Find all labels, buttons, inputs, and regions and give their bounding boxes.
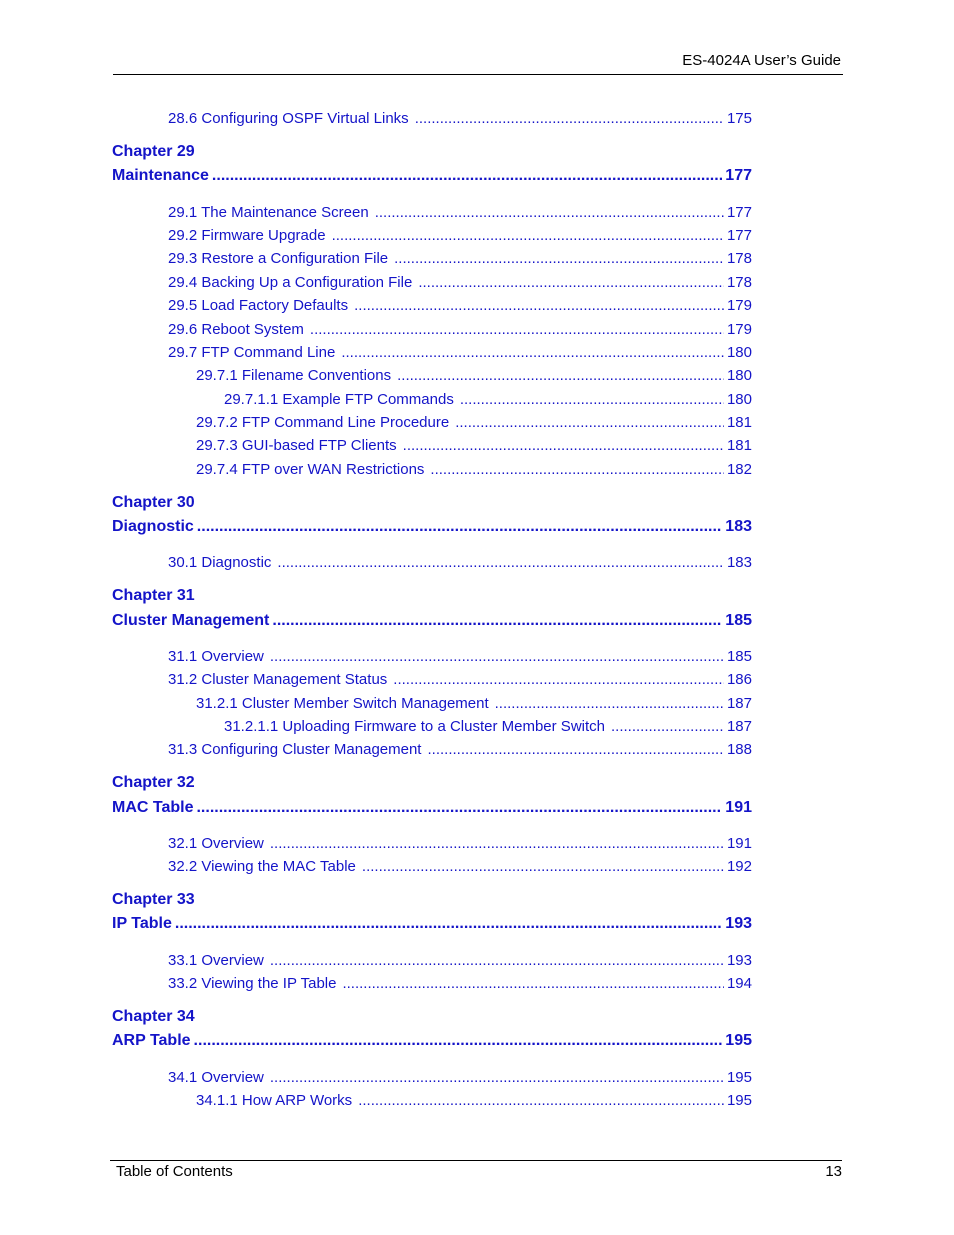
toc-entry-label: 29.7.1 Filename Conventions — [196, 367, 392, 384]
toc-entry-page: 186 — [726, 671, 752, 688]
toc-entry-label: 31.2.1.1 Uploading Firmware to a Cluster Member Switch — [224, 718, 605, 735]
dot-leader — [418, 274, 724, 291]
toc-entry-label: 31.1 Overview — [168, 648, 264, 665]
toc-entry[interactable] — [168, 247, 752, 267]
toc-entry-page: 195 — [726, 1069, 752, 1086]
dot-leader — [194, 1032, 723, 1050]
page-number: 13 — [825, 1163, 842, 1180]
dot-leader — [332, 227, 724, 244]
toc-entry-label: 34.1 Overview — [168, 1069, 264, 1086]
toc-entry[interactable] — [168, 972, 752, 992]
toc-entry[interactable] — [168, 551, 752, 571]
chapter-number[interactable]: Chapter 33 — [112, 891, 195, 908]
dot-leader — [611, 718, 724, 735]
dot-leader — [310, 321, 724, 338]
toc-entry-label: 29.1 The Maintenance Screen — [168, 204, 369, 221]
toc-entry-page: 187 — [726, 718, 752, 735]
dot-leader — [460, 391, 724, 408]
toc-entry-page: 193 — [726, 952, 752, 969]
dot-leader — [427, 741, 723, 758]
toc-entry[interactable] — [168, 855, 752, 875]
toc-entry-label: 29.7.4 FTP over WAN Restrictions — [196, 461, 425, 478]
toc-entry-page: 195 — [726, 1092, 752, 1109]
dot-leader — [397, 367, 724, 384]
dot-leader — [354, 297, 724, 314]
toc-entry[interactable] — [196, 364, 752, 384]
toc-entry-page: 179 — [726, 297, 752, 314]
toc-entry-label: 29.7.3 GUI-based FTP Clients — [196, 437, 397, 454]
toc-entry-page: 181 — [726, 414, 752, 431]
toc-entry-label: 32.1 Overview — [168, 835, 264, 852]
chapter-number[interactable]: Chapter 34 — [112, 1008, 195, 1025]
toc-entry-page: 177 — [726, 204, 752, 221]
toc-entry-page: 177 — [726, 227, 752, 244]
toc-entry-page: 188 — [726, 741, 752, 758]
toc-entry-label: 30.1 Diagnostic — [168, 554, 272, 571]
toc-entry-label: 29.7 FTP Command Line — [168, 344, 336, 361]
toc-entry[interactable] — [196, 411, 752, 431]
toc-entry-label: 34.1.1 How ARP Works — [196, 1092, 353, 1109]
toc-entry[interactable] — [224, 715, 752, 735]
toc-entry[interactable] — [168, 271, 752, 291]
chapter-entry[interactable] — [112, 795, 752, 817]
chapter-entry[interactable] — [112, 1028, 752, 1050]
dot-leader — [341, 344, 724, 361]
toc-entry-label: 33.2 Viewing the IP Table — [168, 975, 337, 992]
chapter-page: 193 — [725, 915, 752, 932]
dot-leader — [196, 799, 722, 817]
toc-entry[interactable] — [168, 949, 752, 969]
dot-leader — [393, 671, 724, 688]
dot-leader — [270, 648, 724, 665]
toc-entry-label: 31.3 Configuring Cluster Management — [168, 741, 422, 758]
chapter-page: 177 — [725, 167, 752, 184]
toc-entry-label: 28.6 Configuring OSPF Virtual Links — [168, 110, 409, 127]
toc-entry[interactable] — [196, 434, 752, 454]
toc-entry-page: 181 — [726, 437, 752, 454]
chapter-number[interactable]: Chapter 30 — [112, 494, 195, 511]
chapter-page: 185 — [725, 612, 752, 629]
toc-entry-label: 29.7.1.1 Example FTP Commands — [224, 391, 454, 408]
dot-leader — [362, 858, 724, 875]
chapter-title: IP Table — [112, 915, 172, 932]
toc-entry-page: 182 — [726, 461, 752, 478]
chapter-title: Maintenance — [112, 167, 209, 184]
chapter-page: 191 — [725, 799, 752, 816]
dot-leader — [415, 110, 724, 127]
toc-entry[interactable] — [224, 388, 752, 408]
toc-entry-page: 185 — [726, 648, 752, 665]
dot-leader — [430, 461, 724, 478]
toc-entry-page: 194 — [726, 975, 752, 992]
dot-leader — [212, 167, 722, 185]
toc-entry[interactable] — [168, 738, 752, 758]
dot-leader — [197, 518, 723, 536]
toc-entry-label: 29.2 Firmware Upgrade — [168, 227, 326, 244]
toc-entry[interactable] — [168, 294, 752, 314]
chapter-title: Cluster Management — [112, 612, 270, 629]
toc-entry[interactable] — [196, 692, 752, 712]
chapter-entry[interactable] — [112, 163, 752, 185]
toc-entry-label: 31.2 Cluster Management Status — [168, 671, 388, 688]
toc-entry-page: 187 — [726, 695, 752, 712]
toc-entry[interactable] — [168, 1066, 752, 1086]
dot-leader — [394, 250, 724, 267]
page-footer — [110, 1160, 842, 1180]
toc-entry-label: 32.2 Viewing the MAC Table — [168, 858, 356, 875]
dot-leader — [277, 554, 724, 571]
toc-entry[interactable] — [168, 224, 752, 244]
dot-leader — [455, 414, 724, 431]
toc-entry-label: 29.5 Load Factory Defaults — [168, 297, 349, 314]
toc-entry[interactable] — [168, 201, 752, 221]
toc-entry-page: 178 — [726, 274, 752, 291]
dot-leader — [358, 1092, 724, 1109]
toc-entry[interactable] — [168, 318, 752, 338]
toc-entry-page: 178 — [726, 250, 752, 267]
toc-entry[interactable] — [168, 832, 752, 852]
toc-entry[interactable] — [168, 645, 752, 665]
chapter-entry[interactable] — [112, 514, 752, 536]
chapter-title: MAC Table — [112, 799, 194, 816]
chapter-number[interactable]: Chapter 29 — [112, 143, 195, 160]
toc-entry-page: 183 — [726, 554, 752, 571]
chapter-title: ARP Table — [112, 1032, 191, 1049]
toc-entry-page: 192 — [726, 858, 752, 875]
footer-section-name: Table of Contents — [116, 1163, 233, 1180]
chapter-page: 195 — [725, 1032, 752, 1049]
toc-entry[interactable] — [168, 107, 752, 127]
document-title: ES-4024A User’s Guide — [682, 52, 841, 69]
toc-entry-label: 29.3 Restore a Configuration File — [168, 250, 389, 267]
dot-leader — [270, 952, 724, 969]
toc-entry[interactable] — [168, 668, 752, 688]
dot-leader — [270, 1069, 724, 1086]
dot-leader — [403, 437, 724, 454]
toc-entry[interactable] — [196, 458, 752, 478]
dot-leader — [342, 975, 724, 992]
chapter-page: 183 — [725, 518, 752, 535]
chapter-title: Diagnostic — [112, 518, 194, 535]
toc-entry-page: 180 — [726, 344, 752, 361]
dot-leader — [175, 915, 722, 933]
toc-entry-page: 191 — [726, 835, 752, 852]
dot-leader — [270, 835, 724, 852]
toc-entry[interactable] — [168, 341, 752, 361]
toc-entry-label: 33.1 Overview — [168, 952, 264, 969]
toc-entry-label: 31.2.1 Cluster Member Switch Management — [196, 695, 489, 712]
toc-entry-page: 179 — [726, 321, 752, 338]
toc-entry-page: 175 — [726, 110, 752, 127]
dot-leader — [272, 612, 722, 630]
dot-leader — [375, 204, 724, 221]
toc-entry-label: 29.7.2 FTP Command Line Procedure — [196, 414, 450, 431]
chapter-entry[interactable] — [112, 608, 752, 630]
toc-entry-label: 29.4 Backing Up a Configuration File — [168, 274, 413, 291]
dot-leader — [495, 695, 724, 712]
toc-entry-label: 29.6 Reboot System — [168, 321, 304, 338]
toc-entry[interactable] — [196, 1089, 752, 1109]
chapter-number[interactable]: Chapter 31 — [112, 587, 195, 604]
chapter-entry[interactable] — [112, 911, 752, 933]
toc-entry-page: 180 — [726, 367, 752, 384]
chapter-number[interactable]: Chapter 32 — [112, 774, 195, 791]
toc-entry-page: 180 — [726, 391, 752, 408]
